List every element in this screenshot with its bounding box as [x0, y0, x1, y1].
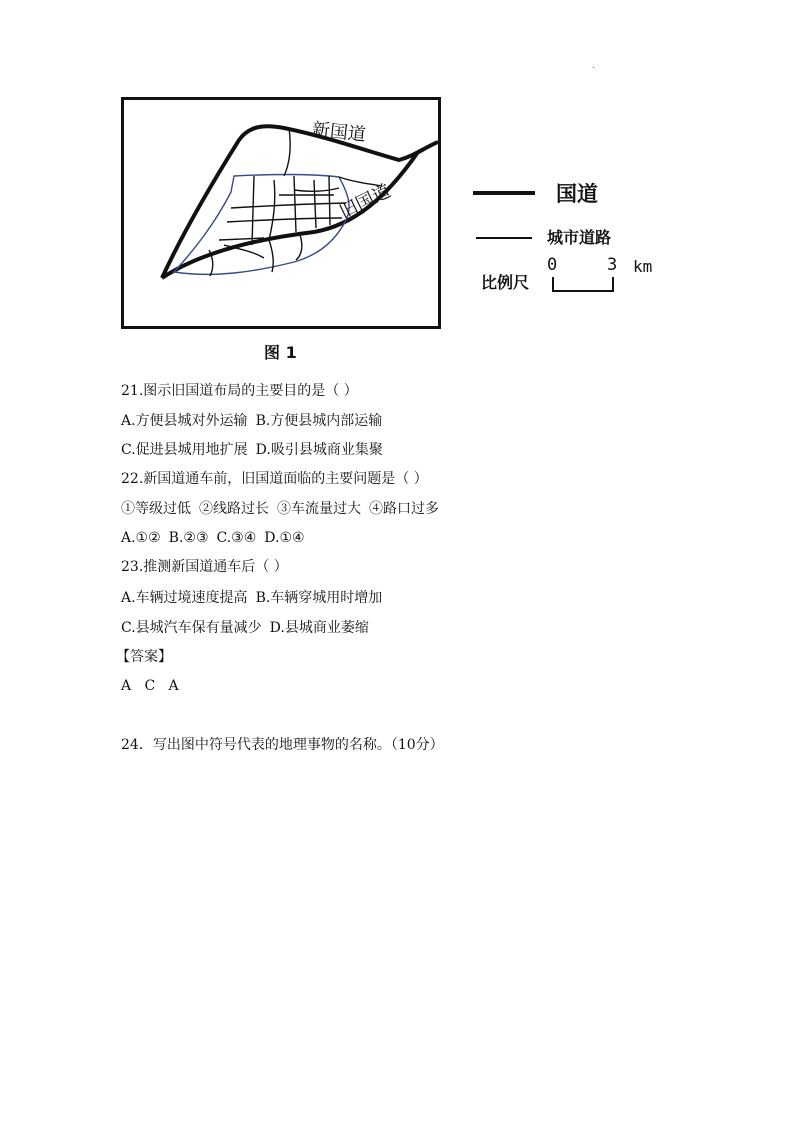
- question-21-options-row2: [121, 441, 391, 459]
- answers: A C A: [121, 678, 179, 694]
- option: D.县城商业萎缩: [269, 620, 369, 636]
- city-road-symbol: [476, 237, 532, 239]
- option: D.吸引县城商业集聚: [255, 442, 383, 458]
- scale-start: 0: [547, 255, 558, 275]
- answer-heading: 【答案】: [116, 649, 172, 665]
- question-22-options: [121, 529, 313, 547]
- option: A.方便县城对外运输: [121, 413, 248, 429]
- statement: ④路口过多: [369, 501, 439, 517]
- legend-scale-label: 比例尺: [481, 273, 530, 292]
- statement: ③车流量过大: [277, 501, 361, 517]
- option: B.②③: [168, 530, 209, 546]
- question-23-options-row2: [121, 619, 377, 637]
- national-road-symbol: [473, 191, 535, 195]
- option: C.促进县城用地扩展: [121, 442, 248, 458]
- question-24: 24．写出图中符号代表的地理事物的名称。（10分）: [121, 737, 444, 753]
- question-22-stem: 22.新国道通车前，旧国道面临的主要问题是（ ）: [121, 471, 428, 487]
- statement: ①等级过低: [121, 501, 191, 517]
- option: B.车辆穿城用时增加: [255, 590, 383, 606]
- question-21-stem: 21.图示旧国道布局的主要目的是（ ）: [121, 383, 358, 399]
- scale-unit: km: [633, 257, 653, 276]
- road-map-figure: [121, 97, 441, 329]
- option: B.方便县城内部运输: [255, 413, 383, 429]
- legend-national-road: 国道: [556, 182, 598, 206]
- figure-caption: 图 1: [264, 343, 297, 362]
- road-map-svg: [124, 100, 438, 326]
- option: D.①④: [264, 530, 305, 546]
- question-23-options-row1: [121, 589, 390, 607]
- option: C.县城汽车保有量减少: [121, 620, 262, 636]
- option: A.车辆过境速度提高: [121, 590, 248, 606]
- old-national-road: [162, 152, 418, 278]
- scale-bar: [552, 277, 614, 292]
- option: A.①②: [121, 530, 161, 546]
- map-legend: [473, 175, 693, 305]
- scale-end: 3: [607, 255, 618, 275]
- new-road-label: 新国道: [310, 119, 367, 146]
- statement: ②线路过长: [199, 501, 269, 517]
- old-road-label: 旧国道: [336, 180, 395, 224]
- question-22-statements: [121, 500, 447, 518]
- legend-city-road: 城市道路: [547, 228, 612, 247]
- page-dot: .: [592, 60, 596, 71]
- question-23-stem: 23.推测新国道通车后（ ）: [121, 559, 288, 575]
- option: C.③④: [216, 530, 257, 546]
- question-21-options-row1: [121, 412, 390, 430]
